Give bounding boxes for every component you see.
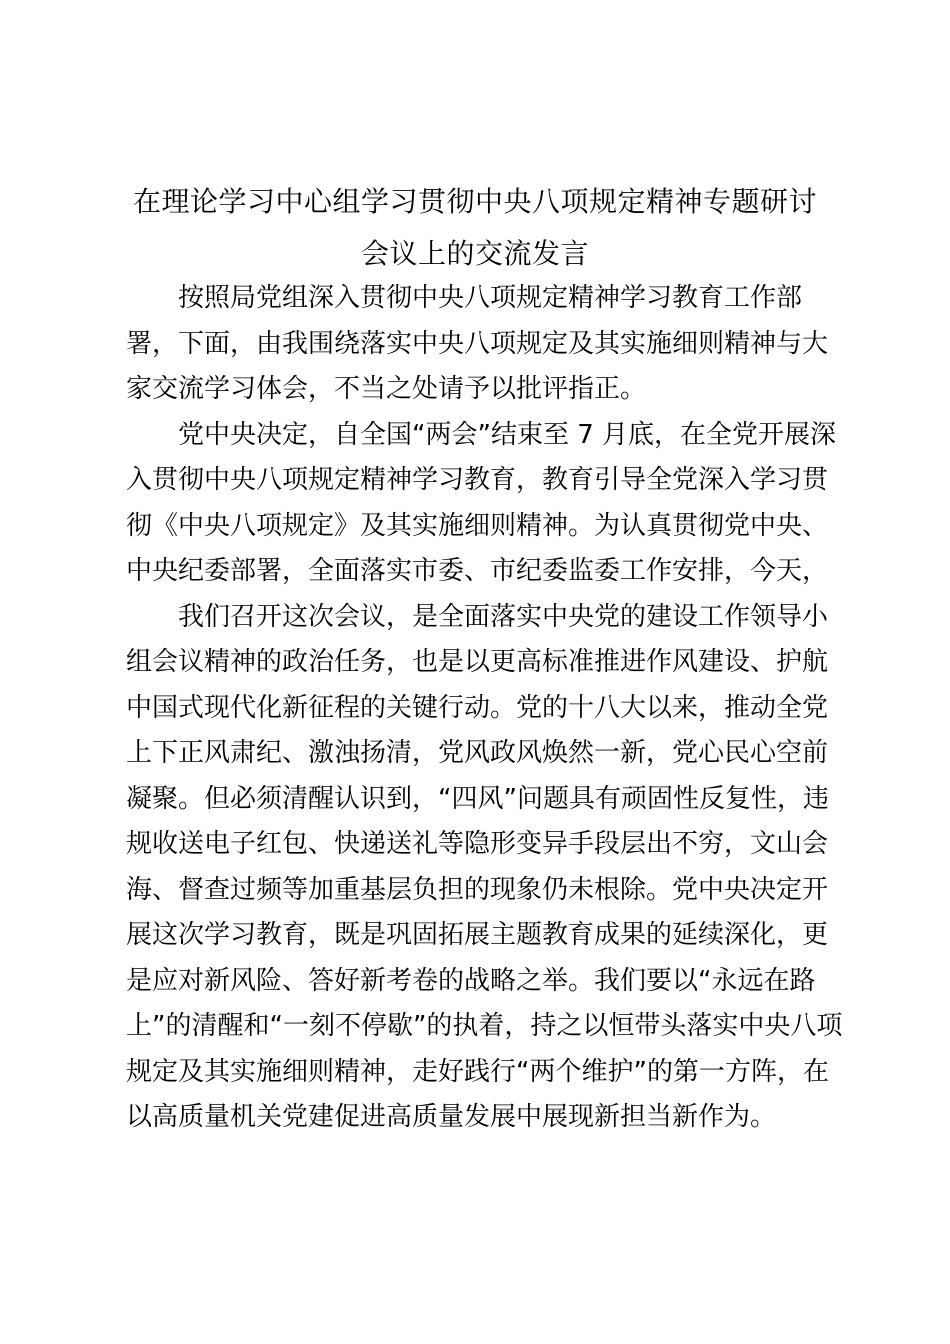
paragraph-3 xyxy=(126,595,843,1141)
paragraph-line: 上”的清醒和“一刻不停歇”的执着，持之以恒带头落实中央八项 xyxy=(126,1011,843,1041)
paragraph-1 xyxy=(126,276,830,413)
paragraph-line: 凝聚。但必须清醒认识到，“四风”问题具有顽固性反复性，违 xyxy=(126,783,829,814)
document-title xyxy=(120,176,830,280)
paragraph-line: 中国式现代化新征程的关键行动。党的十八大以来，推动全党 xyxy=(126,692,829,723)
paragraph-2 xyxy=(126,413,837,595)
paragraph-line: 署，下面，由我围绕落实中央八项规定及其实施细则精神与大 xyxy=(126,328,829,359)
paragraph-line: 以高质量机关党建促进高质量发展中展现新担当新作为。 xyxy=(126,1102,777,1132)
paragraph-line: 展这次学习教育，既是巩固拓展主题教育成果的延续深化，更 xyxy=(126,920,829,950)
title-line: 会议上的交流发言 xyxy=(360,237,589,270)
paragraph-line: 组会议精神的政治任务，也是以更高标准推进作风建设、护航 xyxy=(126,647,829,677)
paragraph-line: 上下正风肃纪、激浊扬清，党风政风焕然一新，党心民心空前 xyxy=(126,738,829,768)
paragraph-line: 是应对新风险、答好新考卷的战略之举。我们要以“永远在路 xyxy=(126,965,816,996)
paragraph-line: 海、督查过频等加重基层负担的现象仍未根除。党中央决定开 xyxy=(126,874,829,905)
paragraph-line: 中央纪委部署，全面落实市委、市纪委监委工作安排，今天， xyxy=(126,556,829,586)
paragraph-line: 入贯彻中央八项规定精神学习教育，教育引导全党深入学习贯 xyxy=(126,465,829,495)
title-line: 在理论学习中心组学习贯彻中央八项规定精神专题研讨 xyxy=(132,185,817,218)
paragraph-line: 家交流学习体会，不当之处请予以批评指正。 xyxy=(126,374,647,404)
paragraph-line: 按照局党组深入贯彻中央八项规定精神学习教育工作部 xyxy=(178,283,803,313)
paragraph-line: 党中央决定，自全国“两会”结束至 7 月底，在全党开展深 xyxy=(178,419,837,450)
document-body xyxy=(126,276,843,1141)
paragraph-line: 规收送电子红包、快递送礼等隐形变异手段层出不穷，文山会 xyxy=(126,829,829,859)
paragraph-line: 我们召开这次会议，是全面落实中央党的建设工作领导小 xyxy=(178,601,829,632)
paragraph-line: 规定及其实施细则精神，走好践行“两个维护”的第一方阵，在 xyxy=(126,1056,829,1087)
paragraph-line: 彻《中央八项规定》及其实施细则精神。为认真贯彻党中央、 xyxy=(126,510,829,541)
